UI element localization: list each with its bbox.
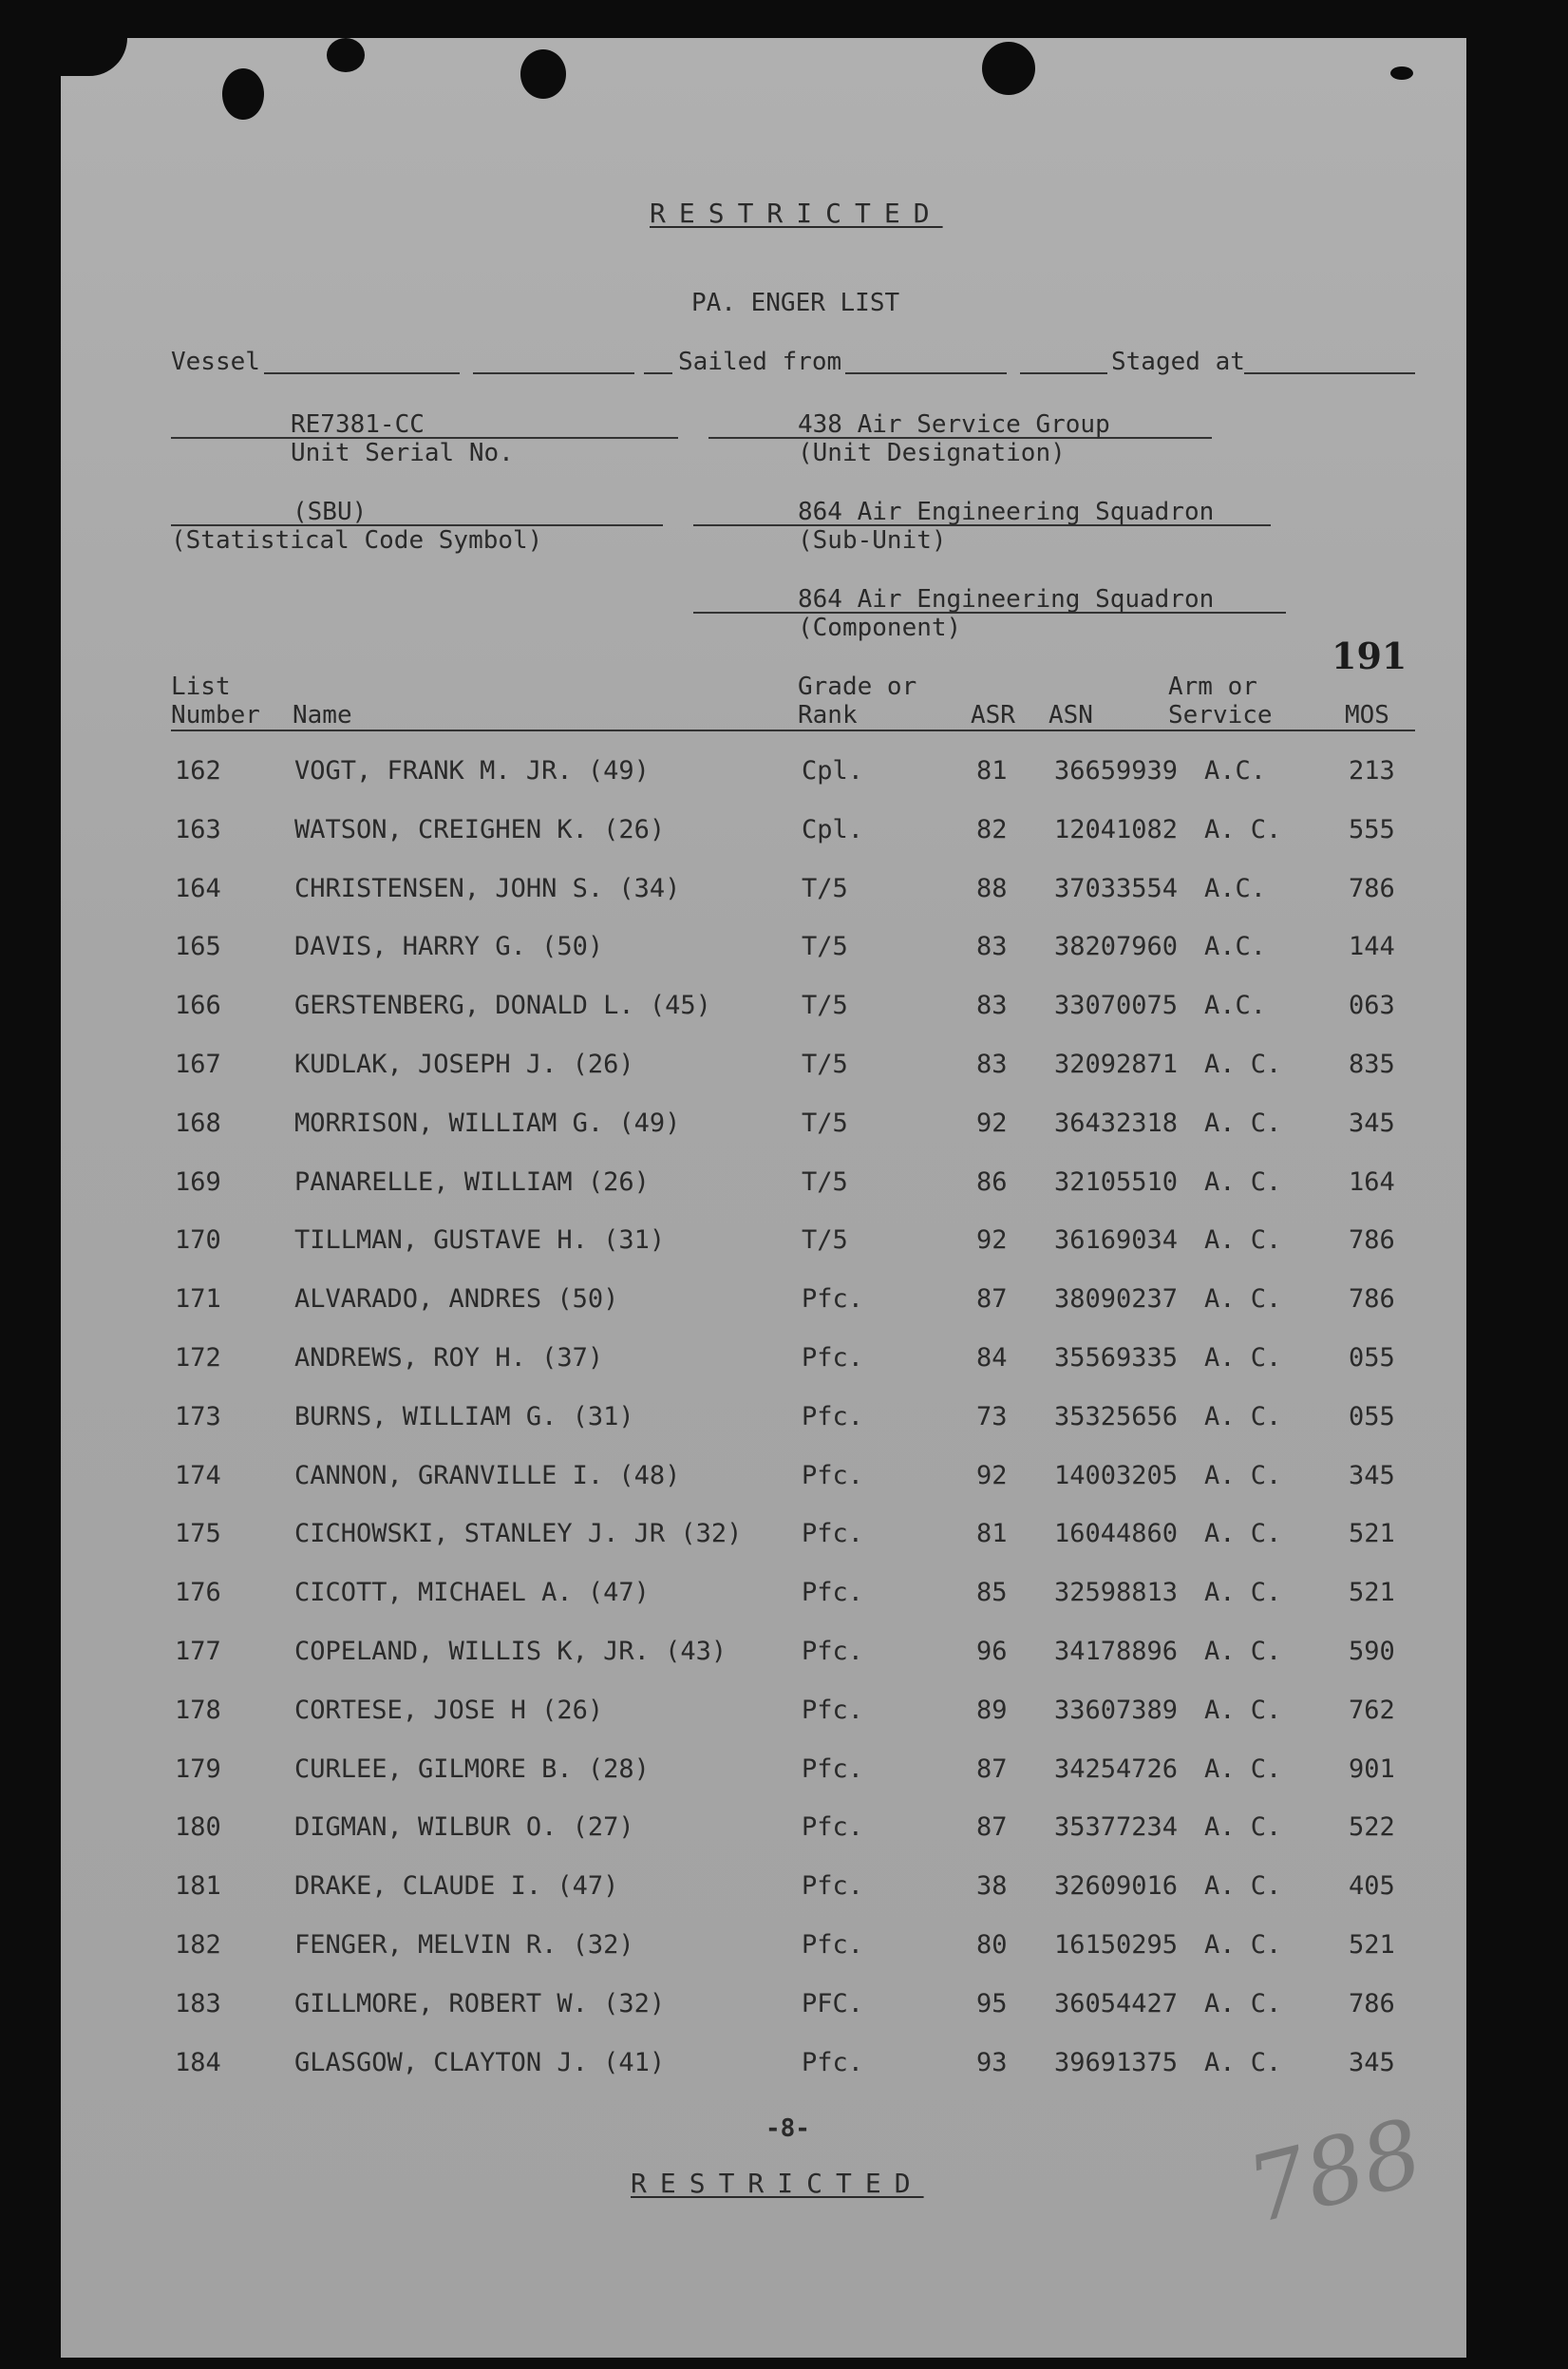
cell-rank: Pfc.: [802, 1753, 864, 1784]
cell-asn: 38207960: [1054, 932, 1179, 962]
cell-arm: A. C.: [1204, 1401, 1282, 1431]
cell-asr: 80: [976, 1930, 1008, 1960]
cell-mos: 055: [1349, 1343, 1395, 1373]
table-row: [61, 1402, 1466, 1440]
table-row: [61, 1812, 1466, 1850]
table-row: [61, 1696, 1466, 1734]
cell-rank: T/5: [802, 932, 848, 962]
cell-rank: Pfc.: [802, 1578, 864, 1608]
cell-asr: 88: [976, 873, 1008, 903]
sailed-from-line-2: [1020, 372, 1107, 374]
cell-mos: 405: [1349, 1871, 1395, 1902]
cell-asn: 38090237: [1054, 1284, 1179, 1315]
cell-asr: 86: [976, 1166, 1008, 1197]
unit-serial-value: RE7381-CC: [291, 410, 425, 439]
sailed-from-line: [845, 372, 1007, 374]
cell-mos: 786: [1349, 873, 1395, 903]
cell-asr: 81: [976, 756, 1008, 786]
cell-rank: Pfc.: [802, 1695, 864, 1725]
cell-name: ANDREWS, ROY H. (37): [294, 1343, 604, 1373]
cell-name: GILLMORE, ROBERT W. (32): [294, 1988, 666, 2018]
cell-asr: 87: [976, 1284, 1008, 1315]
cell-asn: 36054427: [1054, 1988, 1179, 2018]
cell-arm: A. C.: [1204, 1108, 1282, 1138]
cell-num: 183: [175, 1988, 221, 2018]
cell-name: FENGER, MELVIN R. (32): [294, 1930, 634, 1960]
cell-rank: T/5: [802, 873, 848, 903]
cell-asr: 85: [976, 1578, 1008, 1608]
table-row: [61, 1284, 1466, 1322]
cell-rank: T/5: [802, 1108, 848, 1138]
cell-rank: Pfc.: [802, 1401, 864, 1431]
col-name: Name: [293, 701, 352, 730]
cell-arm: A. C.: [1204, 1225, 1282, 1256]
cell-name: GERSTENBERG, DONALD L. (45): [294, 991, 711, 1021]
cell-mos: 835: [1349, 1050, 1395, 1079]
cell-asr: 87: [976, 1753, 1008, 1784]
cell-asr: 89: [976, 1695, 1008, 1725]
table-row: [61, 1754, 1466, 1792]
table-row: [61, 1461, 1466, 1499]
cell-rank: Pfc.: [802, 1519, 864, 1549]
cell-asn: 32609016: [1054, 1871, 1179, 1902]
cell-rank: Pfc.: [802, 1343, 864, 1373]
header-rule: [171, 730, 1415, 731]
code-symbol-value: (SBU): [293, 498, 368, 526]
cell-mos: 055: [1349, 1401, 1395, 1431]
cell-name: COPELAND, WILLIS K, JR. (43): [294, 1637, 727, 1666]
staged-at-label: Staged at: [1111, 348, 1245, 376]
component-label: (Component): [798, 614, 962, 642]
cell-name: CHRISTENSEN, JOHN S. (34): [294, 873, 681, 903]
cell-arm: A. C.: [1204, 1930, 1282, 1960]
col-grade: Grade or: [798, 673, 917, 701]
cell-num: 164: [175, 873, 221, 903]
cell-rank: Pfc.: [802, 1930, 864, 1960]
table-row: [61, 1930, 1466, 1968]
cell-rank: T/5: [802, 1225, 848, 1256]
restricted-footer: RESTRICTED: [631, 2168, 924, 2199]
cell-name: MORRISON, WILLIAM G. (49): [294, 1108, 681, 1138]
table-row: [61, 932, 1466, 970]
cell-mos: 521: [1349, 1578, 1395, 1608]
cell-asr: 83: [976, 991, 1008, 1021]
cell-rank: Cpl.: [802, 814, 864, 844]
cell-rank: T/5: [802, 991, 848, 1021]
cell-mos: 144: [1349, 932, 1395, 962]
vessel-line-2: [473, 372, 634, 374]
col-asn: ASN: [1048, 701, 1093, 730]
cell-name: CICHOWSKI, STANLEY J. JR (32): [294, 1519, 743, 1549]
cell-num: 163: [175, 814, 221, 844]
col-asr: ASR: [971, 701, 1015, 730]
cell-arm: A.C.: [1204, 932, 1267, 962]
cell-mos: 522: [1349, 1812, 1395, 1843]
table-row: [61, 1050, 1466, 1088]
table-row: [61, 1578, 1466, 1616]
col-arm-2: Service: [1168, 701, 1273, 730]
punch-hole: [61, 38, 127, 76]
col-list-number-2: Number: [171, 701, 260, 730]
cell-num: 162: [175, 756, 221, 786]
document-title: PA. ENGER LIST: [691, 289, 900, 317]
cell-mos: 345: [1349, 1108, 1395, 1138]
cell-num: 178: [175, 1695, 221, 1725]
cell-num: 180: [175, 1812, 221, 1843]
table-row: [61, 1167, 1466, 1205]
cell-arm: A.C.: [1204, 991, 1267, 1021]
cell-arm: A. C.: [1204, 1050, 1282, 1079]
cell-rank: Pfc.: [802, 2047, 864, 2077]
cell-asr: 92: [976, 1108, 1008, 1138]
punch-hole: [1390, 66, 1413, 80]
col-list-number: List: [171, 673, 231, 701]
table-row: [61, 756, 1466, 794]
punch-hole: [982, 42, 1035, 95]
cell-arm: A. C.: [1204, 1637, 1282, 1666]
cell-rank: Pfc.: [802, 1460, 864, 1490]
cell-arm: A. C.: [1204, 1812, 1282, 1843]
cell-asn: 35325656: [1054, 1401, 1179, 1431]
cell-rank: Pfc.: [802, 1637, 864, 1666]
cell-asn: 36659939: [1054, 756, 1179, 786]
sub-unit-label: (Sub-Unit): [798, 526, 947, 555]
cell-asn: 34254726: [1054, 1753, 1179, 1784]
cell-asn: 14003205: [1054, 1460, 1179, 1490]
vessel-line-3: [644, 372, 672, 374]
cell-mos: 901: [1349, 1753, 1395, 1784]
cell-asr: 95: [976, 1988, 1008, 2018]
cell-arm: A.C.: [1204, 873, 1267, 903]
page-number: -8-: [765, 2114, 810, 2143]
cell-asn: 32598813: [1054, 1578, 1179, 1608]
unit-designation-label: (Unit Designation): [798, 439, 1066, 467]
cell-name: BURNS, WILLIAM G. (31): [294, 1401, 634, 1431]
cell-num: 182: [175, 1930, 221, 1960]
cell-rank: T/5: [802, 1166, 848, 1197]
cell-num: 169: [175, 1166, 221, 1197]
cell-mos: 786: [1349, 1225, 1395, 1256]
cell-rank: Pfc.: [802, 1284, 864, 1315]
cell-mos: 345: [1349, 2047, 1395, 2077]
table-row: [61, 1519, 1466, 1557]
cell-name: TILLMAN, GUSTAVE H. (31): [294, 1225, 666, 1256]
cell-arm: A. C.: [1204, 1578, 1282, 1608]
cell-mos: 063: [1349, 991, 1395, 1021]
cell-mos: 213: [1349, 756, 1395, 786]
cell-num: 172: [175, 1343, 221, 1373]
cell-name: CANNON, GRANVILLE I. (48): [294, 1460, 681, 1490]
cell-mos: 762: [1349, 1695, 1395, 1725]
cell-asr: 84: [976, 1343, 1008, 1373]
cell-arm: A. C.: [1204, 1284, 1282, 1315]
cell-num: 168: [175, 1108, 221, 1138]
cell-num: 175: [175, 1519, 221, 1549]
cell-num: 170: [175, 1225, 221, 1256]
component-value: 864 Air Engineering Squadron: [798, 585, 1215, 614]
table-row: [61, 1343, 1466, 1381]
col-grade-2: Rank: [798, 701, 858, 730]
cell-asr: 82: [976, 814, 1008, 844]
cell-num: 179: [175, 1753, 221, 1784]
cell-mos: 164: [1349, 1166, 1395, 1197]
document-page: [61, 38, 1466, 2358]
cell-asn: 39691375: [1054, 2047, 1179, 2077]
cell-num: 177: [175, 1637, 221, 1666]
cell-name: CORTESE, JOSE H (26): [294, 1695, 604, 1725]
cell-name: VOGT, FRANK M. JR. (49): [294, 756, 650, 786]
cell-asn: 32092871: [1054, 1050, 1179, 1079]
cell-asr: 83: [976, 1050, 1008, 1079]
cell-name: ALVARADO, ANDRES (50): [294, 1284, 619, 1315]
cell-arm: A. C.: [1204, 1166, 1282, 1197]
cell-arm: A. C.: [1204, 1343, 1282, 1373]
cell-arm: A. C.: [1204, 1460, 1282, 1490]
cell-asr: 83: [976, 932, 1008, 962]
cell-mos: 786: [1349, 1284, 1395, 1315]
cell-asn: 33070075: [1054, 991, 1179, 1021]
col-mos: MOS: [1345, 701, 1389, 730]
cell-asr: 92: [976, 1460, 1008, 1490]
cell-asn: 16044860: [1054, 1519, 1179, 1549]
table-row: [61, 1225, 1466, 1263]
cell-name: GLASGOW, CLAYTON J. (41): [294, 2047, 666, 2077]
cell-arm: A. C.: [1204, 2047, 1282, 2077]
cell-num: 165: [175, 932, 221, 962]
table-row: [61, 1989, 1466, 2027]
cell-num: 176: [175, 1578, 221, 1608]
cell-name: CICOTT, MICHAEL A. (47): [294, 1578, 650, 1608]
cell-mos: 521: [1349, 1930, 1395, 1960]
cell-num: 167: [175, 1050, 221, 1079]
col-arm: Arm or: [1168, 673, 1257, 701]
table-row: [61, 991, 1466, 1029]
cell-asr: 87: [976, 1812, 1008, 1843]
cell-asr: 73: [976, 1401, 1008, 1431]
cell-asn: 16150295: [1054, 1930, 1179, 1960]
cell-rank: T/5: [802, 1050, 848, 1079]
cell-asr: 93: [976, 2047, 1008, 2077]
cell-arm: A. C.: [1204, 1753, 1282, 1784]
cell-name: PANARELLE, WILLIAM (26): [294, 1166, 650, 1197]
pencil-note: 788: [1237, 2098, 1433, 2245]
cell-num: 171: [175, 1284, 221, 1315]
cell-mos: 590: [1349, 1637, 1395, 1666]
cell-asn: 32105510: [1054, 1166, 1179, 1197]
table-row: [61, 1871, 1466, 1909]
table-row: [61, 1637, 1466, 1675]
cell-mos: 555: [1349, 814, 1395, 844]
cell-num: 184: [175, 2047, 221, 2077]
cell-mos: 521: [1349, 1519, 1395, 1549]
cell-rank: Cpl.: [802, 756, 864, 786]
cell-asn: 35377234: [1054, 1812, 1179, 1843]
staged-at-line: [1244, 372, 1415, 374]
cell-mos: 786: [1349, 1988, 1395, 2018]
table-row: [61, 815, 1466, 853]
cell-asn: 36432318: [1054, 1108, 1179, 1138]
cell-asr: 96: [976, 1637, 1008, 1666]
cell-arm: A. C.: [1204, 1519, 1282, 1549]
cell-asn: 35569335: [1054, 1343, 1179, 1373]
sub-unit-value: 864 Air Engineering Squadron: [798, 498, 1215, 526]
vessel-label: Vessel: [171, 348, 260, 376]
cell-rank: Pfc.: [802, 1871, 864, 1902]
cell-name: DAVIS, HARRY G. (50): [294, 932, 604, 962]
cell-arm: A. C.: [1204, 814, 1282, 844]
cell-rank: Pfc.: [802, 1812, 864, 1843]
cell-name: DIGMAN, WILBUR O. (27): [294, 1812, 634, 1843]
cell-num: 173: [175, 1401, 221, 1431]
cell-name: KUDLAK, JOSEPH J. (26): [294, 1050, 634, 1079]
cell-asr: 38: [976, 1871, 1008, 1902]
cell-arm: A. C.: [1204, 1695, 1282, 1725]
punch-hole: [222, 68, 264, 120]
unit-serial-label: Unit Serial No.: [291, 439, 514, 467]
cell-num: 166: [175, 991, 221, 1021]
cell-asn: 33607389: [1054, 1695, 1179, 1725]
vessel-line: [264, 372, 460, 374]
table-row: [61, 2048, 1466, 2086]
cell-arm: A. C.: [1204, 1988, 1282, 2018]
cell-asr: 81: [976, 1519, 1008, 1549]
page-stamp: 191: [1332, 635, 1407, 677]
cell-asn: 37033554: [1054, 873, 1179, 903]
cell-num: 181: [175, 1871, 221, 1902]
restricted-heading: RESTRICTED: [650, 198, 943, 229]
cell-asr: 92: [976, 1225, 1008, 1256]
sailed-from-label: Sailed from: [678, 348, 842, 376]
cell-asn: 12041082: [1054, 814, 1179, 844]
unit-designation-value: 438 Air Service Group: [798, 410, 1110, 439]
table-row: [61, 1109, 1466, 1147]
cell-name: DRAKE, CLAUDE I. (47): [294, 1871, 619, 1902]
cell-name: CURLEE, GILMORE B. (28): [294, 1753, 650, 1784]
cell-asn: 34178896: [1054, 1637, 1179, 1666]
cell-rank: PFC.: [802, 1988, 864, 2018]
cell-arm: A. C.: [1204, 1871, 1282, 1902]
table-row: [61, 874, 1466, 912]
cell-mos: 345: [1349, 1460, 1395, 1490]
punch-hole: [327, 38, 365, 72]
cell-arm: A.C.: [1204, 756, 1267, 786]
code-symbol-label: (Statistical Code Symbol): [171, 526, 543, 555]
cell-asn: 36169034: [1054, 1225, 1179, 1256]
punch-hole: [520, 49, 566, 99]
cell-num: 174: [175, 1460, 221, 1490]
cell-name: WATSON, CREIGHEN K. (26): [294, 814, 666, 844]
